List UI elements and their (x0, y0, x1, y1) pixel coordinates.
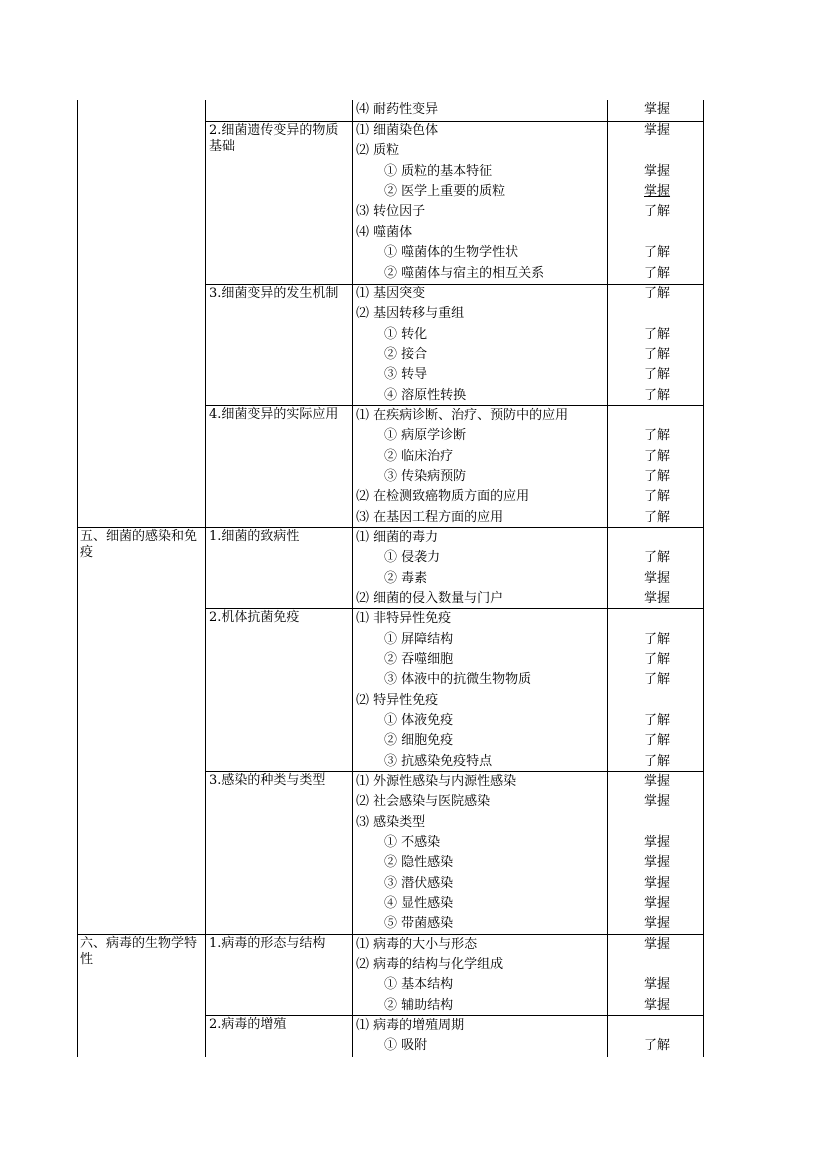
content-item: ⑵ 质粒 (356, 143, 400, 158)
row-divider (205, 608, 704, 609)
content-item: ⑴ 病毒的增殖周期 (356, 1018, 465, 1033)
row-divider (205, 1015, 704, 1016)
level-label: 掌握 (644, 164, 671, 179)
content-item: ① 病原学诊断 (384, 428, 467, 443)
content-item: ④ 溶原性转换 (384, 388, 467, 403)
level-label: 掌握 (644, 774, 671, 789)
content-item: ⑷ 耐药性变异 (356, 102, 439, 117)
level-label: 了解 (644, 388, 671, 403)
content-item: ④ 显性感染 (384, 896, 454, 911)
content-item: ③ 潜伏感染 (384, 876, 454, 891)
row-divider (205, 771, 704, 772)
table-divider-section (205, 100, 206, 1057)
content-item: ⑵ 在检测致癌物质方面的应用 (356, 489, 530, 504)
content-item: ② 辅助结构 (384, 998, 454, 1013)
content-item: ① 吸附 (384, 1038, 428, 1053)
unit-label: 1.病毒的形态与结构 (209, 936, 326, 951)
level-label: 掌握 (644, 835, 671, 850)
level-label: 了解 (644, 347, 671, 362)
content-item: ⑵ 社会感染与医院感染 (356, 794, 491, 809)
content-item: ⑴ 细菌染色体 (356, 123, 439, 138)
content-item: ⑷ 噬菌体 (356, 225, 413, 240)
level-label: 掌握 (644, 855, 671, 870)
level-label: 了解 (644, 266, 671, 281)
level-label: 掌握 (644, 184, 671, 199)
level-label: 了解 (644, 652, 671, 667)
content-item: ⑶ 转位因子 (356, 204, 426, 219)
level-label: 了解 (644, 204, 671, 219)
section-label: 五、细菌的感染和免疫 (80, 529, 198, 560)
content-item: ② 医学上重要的质粒 (384, 184, 506, 199)
level-label: 了解 (644, 286, 671, 301)
level-label: 了解 (644, 367, 671, 382)
content-item: ⑵ 特异性免疫 (356, 693, 439, 708)
content-item: ② 吞噬细胞 (384, 652, 454, 667)
level-label: 了解 (644, 449, 671, 464)
level-label: 了解 (644, 428, 671, 443)
unit-label: 4.细菌变异的实际应用 (209, 407, 339, 422)
content-item: ② 接合 (384, 347, 428, 362)
level-label: 了解 (644, 713, 671, 728)
content-item: ⑵ 基因转移与重组 (356, 306, 465, 321)
content-item: ⑵ 病毒的结构与化学组成 (356, 957, 504, 972)
content-item: ① 噬菌体的生物学性状 (384, 245, 519, 260)
content-item: ① 转化 (384, 327, 428, 342)
row-divider (205, 121, 704, 122)
content-item: ⑤ 带菌感染 (384, 916, 454, 931)
table-border-right (703, 100, 704, 1057)
content-item: ③ 体液中的抗微生物物质 (384, 672, 532, 687)
section-label: 六、病毒的生物学特性 (80, 936, 198, 967)
content-item: ⑴ 外源性感染与内源性感染 (356, 774, 517, 789)
content-item: ⑶ 感染类型 (356, 815, 426, 830)
content-item: ① 侵袭力 (384, 550, 441, 565)
content-item: ② 隐性感染 (384, 855, 454, 870)
table-divider-unit (352, 100, 353, 1057)
level-label: 掌握 (644, 896, 671, 911)
level-label: 掌握 (644, 571, 671, 586)
content-item: ① 质粒的基本特征 (384, 164, 493, 179)
level-label: 了解 (644, 510, 671, 525)
unit-label: 1.细菌的致病性 (209, 529, 300, 544)
unit-label: 3.感染的种类与类型 (209, 773, 326, 788)
level-label: 了解 (644, 245, 671, 260)
unit-label: 2.细菌遗传变异的物质基础 (209, 123, 339, 154)
content-item: ③ 抗感染免疫特点 (384, 754, 493, 769)
unit-label: 3.细菌变异的发生机制 (209, 286, 339, 301)
content-item: ③ 转导 (384, 367, 428, 382)
content-item: ① 基本结构 (384, 977, 454, 992)
level-label: 掌握 (644, 937, 671, 952)
table-divider-content (607, 100, 608, 1057)
content-item: ⑴ 病毒的大小与形态 (356, 937, 478, 952)
content-item: ② 细胞免疫 (384, 733, 454, 748)
table-border-left (77, 100, 78, 1057)
content-item: ⑴ 基因突变 (356, 286, 426, 301)
unit-label: 2.机体抗菌免疫 (209, 610, 300, 625)
level-label: 了解 (644, 550, 671, 565)
content-item: ③ 传染病预防 (384, 469, 467, 484)
content-item: ② 临床治疗 (384, 449, 454, 464)
row-divider (205, 284, 704, 285)
content-item: ⑴ 非特异性免疫 (356, 611, 452, 626)
level-label: 掌握 (644, 794, 671, 809)
level-label: 了解 (644, 469, 671, 484)
unit-label: 2.病毒的增殖 (209, 1017, 287, 1032)
content-item: ① 屏障结构 (384, 632, 454, 647)
level-label: 掌握 (644, 876, 671, 891)
content-item: ⑶ 在基因工程方面的应用 (356, 510, 504, 525)
row-divider (77, 527, 704, 528)
content-item: ① 体液免疫 (384, 713, 454, 728)
level-label: 了解 (644, 632, 671, 647)
content-item: ② 毒素 (384, 571, 428, 586)
level-label: 了解 (644, 327, 671, 342)
row-divider (205, 405, 704, 406)
content-item: ⑵ 细菌的侵入数量与门户 (356, 591, 504, 606)
level-label: 了解 (644, 489, 671, 504)
content-item: ② 噬菌体与宿主的相互关系 (384, 266, 545, 281)
level-label: 掌握 (644, 998, 671, 1013)
content-item: ⑴ 细菌的毒力 (356, 530, 439, 545)
content-item: ① 不感染 (384, 835, 441, 850)
level-label: 掌握 (644, 591, 671, 606)
level-label: 了解 (644, 672, 671, 687)
level-label: 掌握 (644, 977, 671, 992)
level-label: 了解 (644, 754, 671, 769)
level-label: 了解 (644, 1038, 671, 1053)
level-label: 掌握 (644, 102, 671, 117)
row-divider (77, 934, 704, 935)
level-label: 了解 (644, 733, 671, 748)
content-item: ⑴ 在疾病诊断、治疗、预防中的应用 (356, 408, 569, 423)
level-label: 掌握 (644, 123, 671, 138)
level-label: 掌握 (644, 916, 671, 931)
